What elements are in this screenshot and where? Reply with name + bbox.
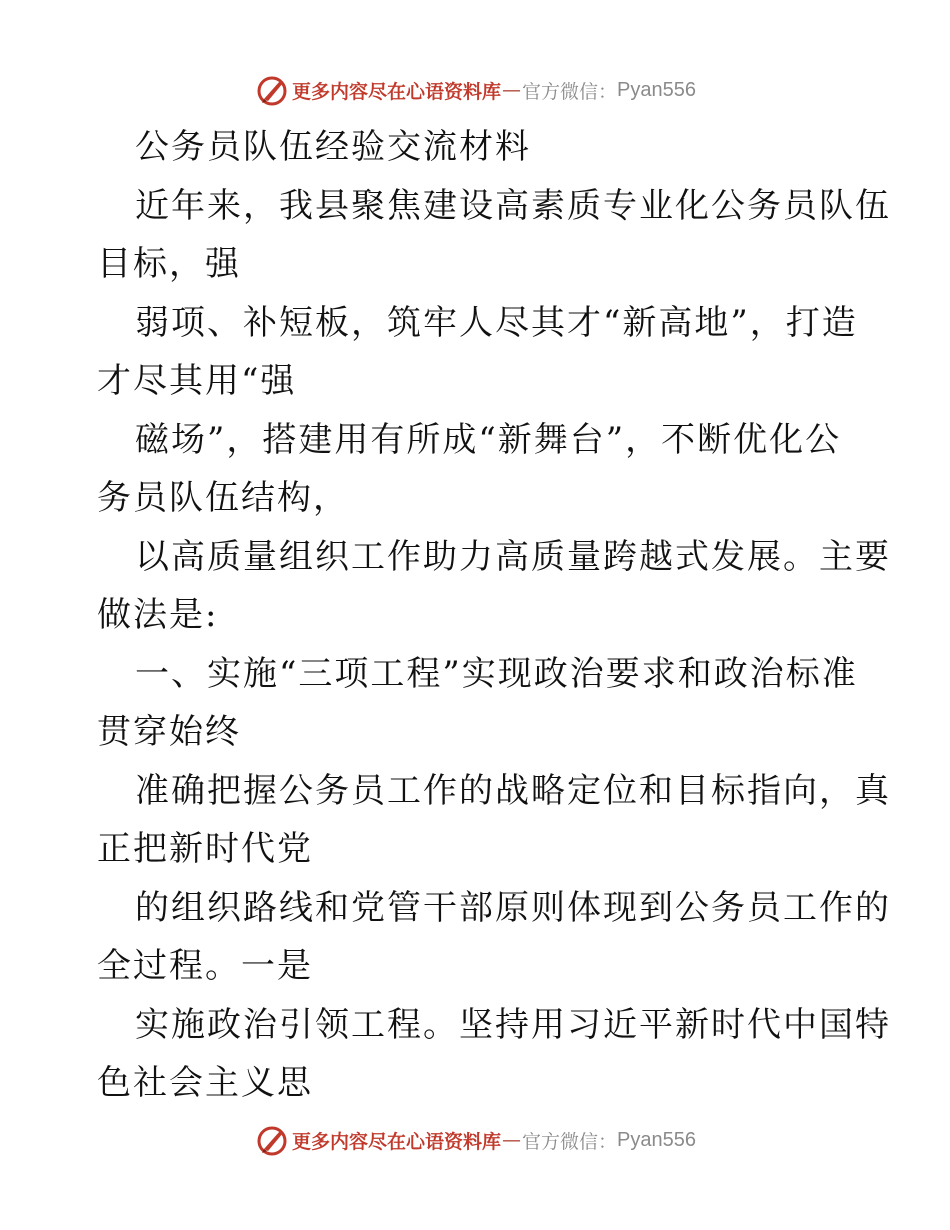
section-heading-continued: 贯穿始终 [97, 712, 241, 752]
text-line: 色社会主义思 [97, 1063, 313, 1103]
text-line: 以高质量组织工作助力高质量跨越式发展。主要 [135, 536, 891, 577]
header-watermark [0, 68, 950, 112]
watermark-brand: 更多内容尽在心语资料库 [292, 1130, 502, 1153]
text-line: 目标，强 [97, 244, 241, 284]
watermark-account: Pyan556 [617, 1128, 696, 1151]
text-line: 正把新时代党 [97, 829, 313, 869]
text-line: 实施政治引领工程。坚持用习近平新时代中国特 [135, 1004, 891, 1045]
text-line: 才尽其用“强 [97, 361, 297, 401]
document-title: 公务员队伍经验交流材料 [135, 127, 531, 167]
footer-watermark [0, 1118, 950, 1162]
watermark-separator: — [502, 79, 522, 101]
quill-pen-circle-icon [254, 1122, 290, 1158]
watermark-account: Pyan556 [617, 78, 696, 101]
watermark-brand: 更多内容尽在心语资料库 [292, 80, 502, 103]
text-line: 近年来，我县聚焦建设高素质专业化公务员队伍 [135, 185, 891, 226]
watermark-wechat-label: 官方微信： [522, 1130, 618, 1153]
text-line: 做法是: [97, 595, 219, 635]
text-line: 准确把握公务员工作的战略定位和目标指向，真 [135, 770, 891, 811]
watermark-separator: — [502, 1129, 522, 1151]
text-line: 务员队伍结构， [97, 478, 349, 518]
document-body [97, 118, 891, 1113]
text-line: 的组织路线和党管干部原则体现到公务员工作的 [135, 887, 891, 928]
text-line: 弱项、补短板，筑牢人尽其才“新高地”，打造 [135, 302, 858, 343]
text-line: 磁场”，搭建用有所成“新舞台”，不断优化公 [135, 419, 842, 460]
section-heading: 一、实施“三项工程”实现政治要求和政治标准 [135, 653, 858, 694]
watermark-wechat-label: 官方微信： [522, 80, 618, 103]
text-line: 全过程。一是 [97, 946, 313, 986]
quill-pen-circle-icon [254, 72, 290, 108]
